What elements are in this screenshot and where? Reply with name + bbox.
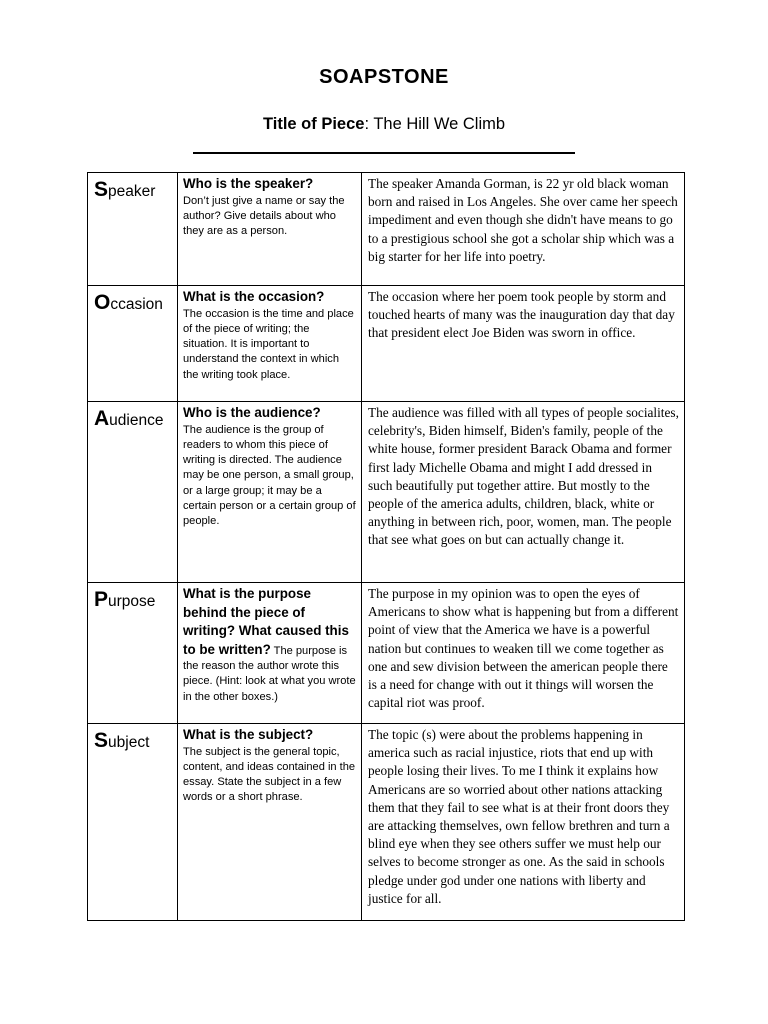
category-rest: peaker	[108, 183, 156, 200]
category-cell-speaker	[88, 173, 178, 286]
category-cell-audience	[88, 402, 178, 583]
prompt-cell-purpose	[178, 583, 362, 724]
table-row-speaker	[88, 173, 685, 286]
prompt-help: The subject is the general topic, content, and ideas contained in the essay. State the subject in a few words or a short phrase.	[183, 745, 356, 804]
category-rest: urpose	[108, 593, 156, 610]
category-initial: O	[94, 291, 111, 314]
category-initial: P	[94, 588, 109, 611]
category-cell-subject	[88, 724, 178, 921]
prompt-cell-occasion	[178, 286, 362, 402]
answer-text: The audience was filled with all types of people socialites, celebrity's, Biden himself, Biden's family, people of the white house, former president Barack Obama and former first lady Michelle Obama and might I add dressed in such beautifully put together attire. But mostly to the people of the america adults, children, black, white or anything in between rich, poor, women, man. The people that see what goes on but can actually change it.	[368, 405, 679, 548]
prompt-help: The audience is the group of readers to whom this piece of writing is directed. The audience may be one person, a small group, or a large group; it may be a certain person or a certain group of people.	[183, 423, 356, 528]
answer-cell-purpose	[362, 583, 685, 724]
prompt-question: Who is the audience?	[183, 405, 321, 420]
prompt-question: What is the subject?	[183, 727, 314, 742]
prompt-cell-audience	[178, 402, 362, 583]
category-rest: ubject	[108, 734, 150, 751]
prompt-help: Don’t just give a name or say the author? Give details about who they are as a person.	[183, 194, 345, 238]
piece-title-label: Title of Piece	[262, 115, 365, 133]
category-rest: ccasion	[110, 296, 163, 313]
category-cell-occasion	[88, 286, 178, 402]
answer-text: The purpose in my opinion was to open the eyes of Americans to show what is happening but from a different point of view that the America we have is a powerful nation but continues to weaken till we come together as one and sew division between the american people there is a need for change with out it things will worsen the capital riot was proof.	[368, 586, 679, 711]
category-initial: S	[94, 729, 109, 752]
table-row-subject	[88, 724, 685, 921]
piece-title-separator: :	[364, 115, 374, 133]
prompt-question: What is the occasion?	[183, 289, 325, 304]
prompt-cell-subject	[178, 724, 362, 921]
table-row-occasion	[88, 286, 685, 402]
answer-cell-audience	[362, 402, 685, 583]
table-row-purpose	[88, 583, 685, 724]
answer-text: The occasion where her poem took people by storm and touched hearts of many was the inauguration day that day that president elect Joe Biden was sworn in office.	[368, 289, 675, 341]
prompt-help: The purpose is the reason the author wrote this piece. (Hint: look at what you wrote in the other boxes.)	[183, 644, 356, 703]
piece-title-line	[0, 115, 768, 134]
answer-text: The speaker Amanda Gorman, is 22 yr old black woman born and raised in Los Angeles. She over came her speech impediment and even though she didn't have means to go to a prestigious school she got a scholar ship which was a big starter for her life into poetry.	[368, 176, 678, 264]
prompt-cell-speaker	[178, 173, 362, 286]
soapstone-table	[87, 172, 685, 921]
title-underline	[193, 152, 575, 154]
answer-cell-subject	[362, 724, 685, 921]
category-cell-purpose	[88, 583, 178, 724]
table-row-audience	[88, 402, 685, 583]
answer-text: The topic (s) were about the problems happening in america such as racial injustice, riots that end up with people losing their lives. To me I think it explains how Americans are so worried about other nations attacking them that they fail to see what is at their front doors they are attacking themselves, own fellow brethren and turn a blind eye when they see others suffer we must help our selves to become stronger as one. As the said in schools pledge under god under one nations with liberty and justice for all.	[368, 727, 670, 906]
answer-cell-speaker	[362, 173, 685, 286]
prompt-question: Who is the speaker?	[183, 176, 314, 191]
prompt-question: What is the purpose behind the piece of writing? What caused this to be written?	[183, 586, 349, 657]
document-title: SOAPSTONE	[319, 66, 449, 88]
piece-title-value: The Hill We Climb	[373, 115, 506, 133]
prompt-help: The occasion is the time and place of the piece of writing; the situation. It is important to understand the context in which the writing took place.	[183, 307, 354, 381]
category-initial: S	[94, 178, 109, 201]
category-rest: udience	[109, 412, 164, 429]
category-initial: A	[94, 407, 110, 430]
answer-cell-occasion	[362, 286, 685, 402]
